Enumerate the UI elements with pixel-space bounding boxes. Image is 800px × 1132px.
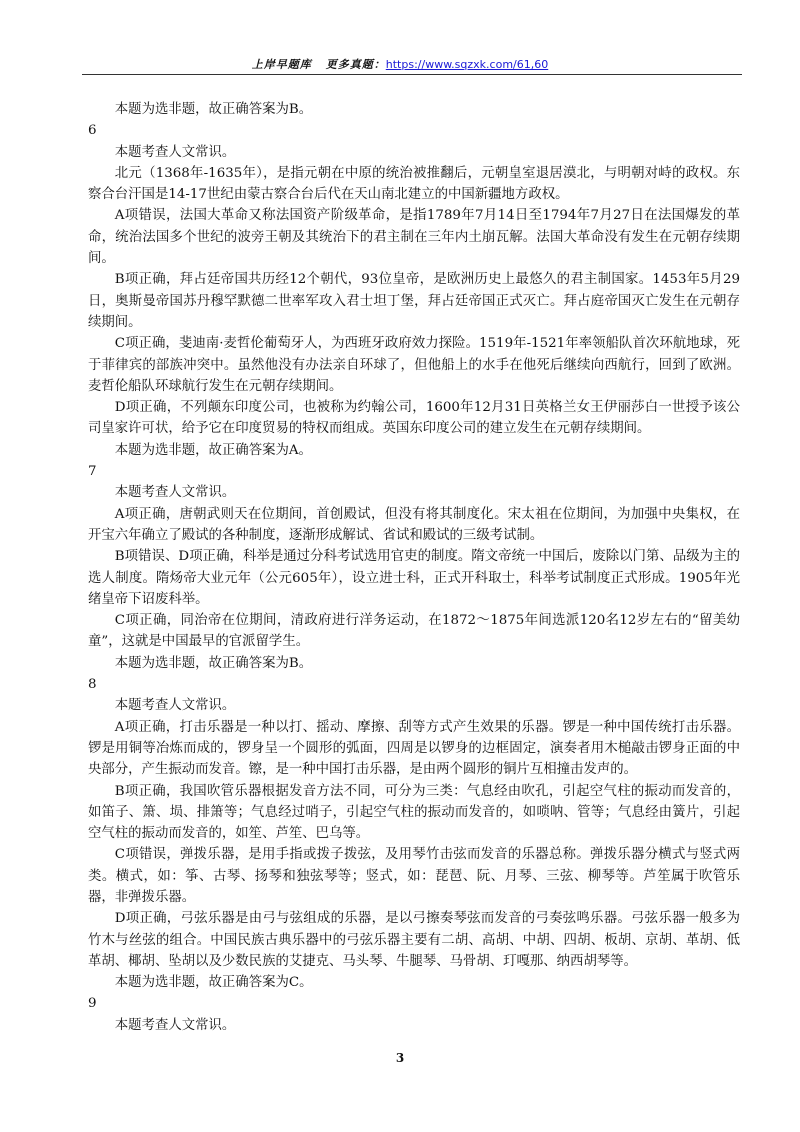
explanation-paragraph: 本题为选非题，故正确答案为A。	[114, 442, 312, 458]
explanation-paragraph: 本题考查人文常识。	[114, 698, 236, 714]
page-number: 3	[395, 1051, 405, 1065]
explanation-paragraph: C项正确，同治帝在位期间，清政府进行洋务运动，在1872～1875年间选派120名12岁左右的“留美幼童”，这就是中国最早的官派留学生。	[88, 613, 740, 650]
explanation-paragraph: B项正确，我国吹管乐器根据发音方法不同，可分为三类：气息经由吹孔，引起空气柱的振动而发音的，如笛子、箫、埙、排箫等；气息经过哨子，引起空气柱的振动而发音的，如唢呐、管等；气息经由簧片，引起空气柱的振动而发音的，如笙、芦笙、巴乌等。	[88, 783, 740, 842]
explanation-paragraph: D项正确，弓弦乐器是由弓与弦组成的乐器，是以弓擦奏琴弦而发音的弓奏弦鸣乐器。弓弦乐器一般多为竹木与丝弦的组合。中国民族古典乐器中的弓弦乐器主要有二胡、高胡、中胡、四胡、板胡、京胡、革胡、低革胡、椰胡、坠胡以及少数民族的艾捷克、马头琴、牛腿琴、马骨胡、玎嘎那、纳西胡琴等。	[88, 911, 740, 969]
question-number: 8	[88, 677, 97, 693]
header-divider	[82, 74, 742, 75]
explanation-paragraph: C项错误，弹拨乐器，是用手指或拨子拨弦，及用琴竹击弦而发音的乐器总称。弹拨乐器分横式与竖式两类。横式，如：筝、古琴、扬琴和独弦琴等；竖式，如：琵琶、阮、月琴、三弦、柳琴等。芦笙属于吹管乐器，非弹拨乐器。	[88, 847, 740, 905]
more-questions-label: 更多真题：	[325, 58, 386, 71]
explanation-paragraph: 本题为选非题，故正确答案为C。	[114, 975, 313, 991]
question-number: 6	[88, 123, 97, 139]
source-link[interactable]: https://www.sqzxk.com/61,60	[385, 58, 549, 71]
explanation-paragraph: A项错误，法国大革命又称法国资产阶级革命，是指1789年7月14日至1794年7月27日在法国爆发的革命，统治法国多个世纪的波旁王朝及其统治下的君主制在三年内土崩瓦解。法国大革命没有发生在元朝存续期间。	[88, 208, 740, 267]
question-number: 9	[88, 996, 97, 1012]
explanation-paragraph: 本题为选非题，故正确答案为B。	[114, 655, 313, 671]
answer-explanations	[88, 99, 740, 1036]
explanation-paragraph: 本题考查人文常识。	[114, 485, 236, 501]
explanation-paragraph: 本题为选非题，故正确答案为B。	[114, 102, 313, 117]
explanation-paragraph: 本题考查人文常识。	[114, 144, 236, 160]
explanation-paragraph: A项正确，唐朝武则天在位期间，首创殿试，但没有将其制度化。宋太祖在位期间，为加强中央集权，在开宝六年确立了殿试的各种制度，逐渐形成解试、省试和殿试的三级考试制。	[88, 506, 740, 543]
site-label: 上岸早题库	[251, 58, 312, 71]
explanation-paragraph: A项正确，打击乐器是一种以打、摇动、摩擦、刮等方式产生效果的乐器。锣是一种中国传统打击乐器。锣是用铜等冶炼而成的，锣身呈一个圆形的弧面，四周是以锣身的边框固定，演奏者用木槌敲击锣身正面的中央部分，产生振动而发音。镲，是一种中国打击乐器，是由两个圆形的铜片互相撞击发声的。	[88, 719, 740, 778]
explanation-paragraph: D项正确，不列颠东印度公司，也被称为约翰公司，1600年12月31日英格兰女王伊丽莎白一世授予该公司皇家许可状，给予它在印度贸易的特权而组成。英国东印度公司的建立发生在元朝存续期间。	[88, 400, 740, 437]
explanation-paragraph: B项错误、D项正确，科举是通过分科考试选用官吏的制度。隋文帝统一中国后，废除以门第、品级为主的选人制度。隋炀帝大业元年（公元605年），设立进士科，正式开科取士，科举考试制度正式形成。1905年光绪皇帝下诏废科举。	[88, 549, 740, 607]
question-number: 7	[88, 464, 97, 480]
page-header	[0, 56, 800, 72]
explanation-paragraph: C项正确，斐迪南·麦哲伦葡萄牙人，为西班牙政府效力探险。1519年-1521年率领船队首次环航地球，死于菲律宾的部族冲突中。虽然他没有办法亲自环球了，但他船上的水手在他死后继续向西航行，回到了欧洲。麦哲伦船队环球航行发生在元朝存续期间。	[88, 336, 740, 394]
explanation-paragraph: 本题考查人文常识。	[114, 1017, 236, 1033]
explanation-paragraph: B项正确，拜占廷帝国共历经12个朝代，93位皇帝，是欧洲历史上最悠久的君主制国家。1453年5月29日，奥斯曼帝国苏丹穆罕默德二世率军攻入君士坦丁堡，拜占廷帝国正式灭亡。拜占庭帝国灭亡发生在元朝存续期间。	[88, 272, 740, 330]
explanation-paragraph: 北元（1368年-1635年），是指元朝在中原的统治被推翻后，元朝皇室退居漠北，与明朝对峙的政权。东察合台汗国是14-17世纪由蒙古察合台后代在天山南北建立的中国新疆地方政权。	[88, 165, 740, 203]
